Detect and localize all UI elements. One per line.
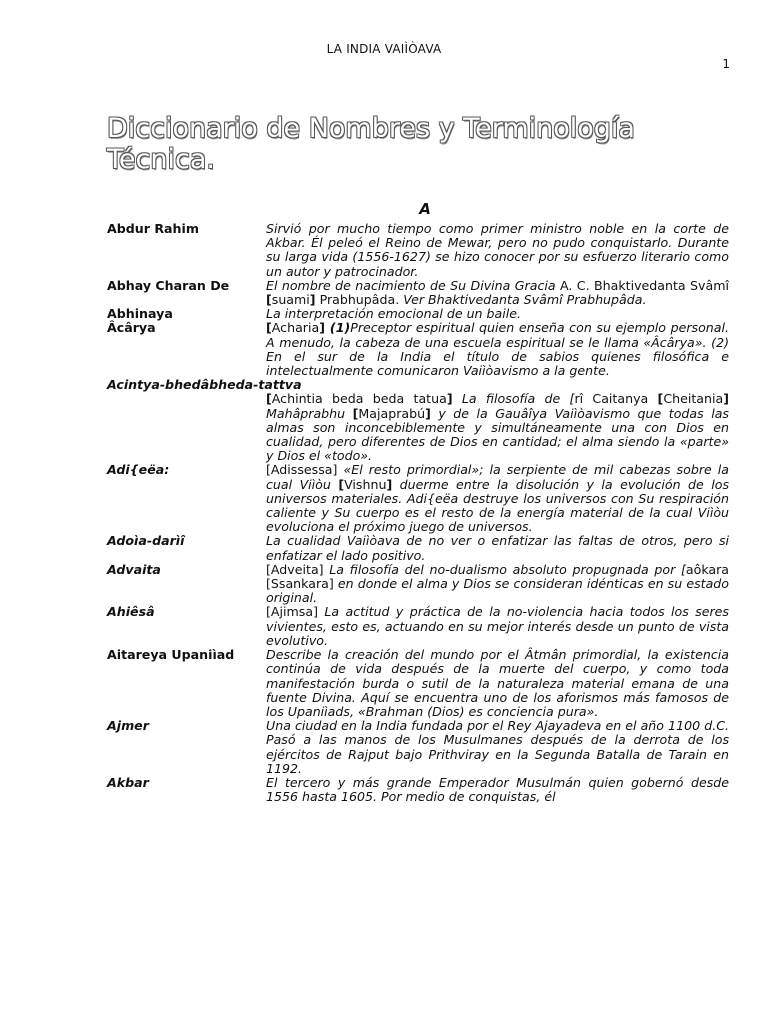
definition-segment: [: [352, 405, 359, 421]
definition-segment: [: [338, 476, 345, 492]
entry-definition: [266, 279, 729, 307]
entry-term: Acintya-bhedâbheda-tattva: [107, 377, 302, 393]
definition-segment: aôkara [Ssankara]: [266, 561, 729, 592]
glossary-entry: [107, 463, 729, 534]
entry-definition: [266, 534, 729, 562]
definition-segment: A. C. Bhaktivedanta Svâmî: [560, 277, 729, 293]
glossary-entry: [107, 279, 729, 307]
definition-segment: ]: [723, 391, 729, 407]
definition-segment: en donde el alma y Dios se consideran idénticas en su estado original.: [266, 576, 729, 606]
definition-segment: La actitud y práctica de la no-violencia hacia todos los seres vivientes, esto es, actuando en su mejor interés desde un punto de vista evolutivo.: [266, 604, 729, 648]
glossary-entry: [107, 605, 729, 648]
entry-term: Aitareya Upaniìad: [107, 647, 235, 663]
definition-segment: Ver Bhaktivedanta Svâmî Prabhupâda.: [403, 292, 647, 308]
entry-definition: [266, 563, 729, 606]
entry-term: Adi{eëa:: [107, 462, 170, 478]
definition-segment: «El resto primordial»; la serpiente de mil cabezas sobre la cual Viìòu: [266, 462, 729, 492]
definition-segment: Una ciudad en la India fundada por el Rey Ajayadeva en el año 1100 d.C. Pasó a las manos de los Musulmanes después de la derrota de los ejércitos de Rajput bajo Prithviray en la Segunda Batalla de Tarain en 1192.: [266, 718, 729, 776]
definition-segment: suami: [271, 292, 310, 308]
entry-definition: [266, 392, 729, 463]
definition-segment: Acharia: [271, 320, 320, 336]
definition-segment: Sirvió por mucho tiempo como primer ministro noble en la corte de Akbar. Él peleó el Reino de Mewar, pero no pudo conquistarlo. Durante su larga vida (1556-1627) se hizo conocer por su esfuerzo literario como un autor y patrocinador.: [266, 221, 729, 279]
definition-segment: Vishnu: [344, 476, 387, 492]
definition-segment: Cheitania: [663, 391, 724, 407]
definition-segment: La filosofía del no-dualismo absoluto propugnada por [: [323, 561, 686, 577]
glossary-entry: [107, 719, 729, 776]
entry-definition: [266, 321, 729, 378]
entry-definition: [266, 719, 729, 776]
definition-segment: ]: [446, 391, 453, 407]
glossary-entry: [107, 378, 729, 392]
definition-segment: ]: [386, 476, 393, 492]
definition-segment: ]: [309, 292, 316, 308]
definition-segment: El tercero y más grande Emperador Musulmán quien gobernó desde 1556 hasta 1605. Por medio de conquistas, él: [266, 774, 729, 805]
glossary-entries: [107, 222, 729, 804]
definition-segment: duerme entre la disolución y la evolución de los universos materiales. Adi{eëa destruye los universos con Su respiración caliente y Su cuerpo es el resto de la energía material de la cual Viìòu evoluciona el próximo juego de universos.: [266, 476, 729, 535]
glossary-entry: [107, 307, 729, 321]
glossary-entry: [107, 534, 729, 562]
definition-segment: ]: [319, 320, 325, 336]
definition-segment: ]: [425, 405, 431, 421]
entry-definition: [266, 648, 729, 719]
definition-segment: Preceptor espiritual quien enseña con su ejemplo personal. A menudo, la cabeza de una escuela espiritual se le llama «Âcârya». (2) En el sur de la India el título de sabios quienes filosófica e intelectualmente comunicaron Vaiìòavismo a la gente.: [266, 320, 729, 379]
entry-term: Advaita: [107, 561, 161, 577]
glossary-entry: [107, 776, 729, 804]
page-number: 1: [722, 57, 730, 71]
definition-segment: y de la Gauâîya Vaiìòavismo que todas las almas son inconcebiblemente y simultáneamente una con Dios en cualidad, pero diferentes de Dios en cantidad; el alma siendo la «parte» y Dios el «todo».: [266, 405, 729, 464]
definition-segment: La interpretación emocional de un baile.: [266, 306, 521, 322]
entry-term: Abhinaya: [107, 306, 173, 322]
entry-definition: [266, 776, 729, 804]
entry-term: Abdur Rahim: [107, 221, 199, 236]
entry-definition: [266, 307, 729, 321]
glossary-entry-body: [107, 392, 729, 463]
definition-segment: [: [657, 391, 664, 407]
definition-segment: [: [266, 391, 272, 407]
entry-definition: [266, 605, 729, 648]
entry-term: Abhay Charan De: [107, 277, 230, 293]
glossary-entry: [107, 648, 729, 719]
definition-segment: Describe la creación del mundo por el Âtmân primordial, la existencia continúa de vida después de la muerte del cuerpo, y como toda manifestación burda o sutil de la naturaleza material emana de una fuente Divina. Aquí se encuentra uno de los aforismos más famosos de los Upaniìads, «Brahman (Dios) es conciencia pura».: [266, 647, 729, 719]
section-letter: A: [419, 200, 431, 218]
entry-definition: [266, 222, 729, 279]
definition-segment: [Adissessa]: [266, 462, 338, 478]
definition-segment: (1): [324, 320, 351, 336]
entry-definition: [266, 463, 729, 534]
entry-term: Ahiêsâ: [107, 604, 155, 620]
definition-segment: La cualidad Vaiìòava de no ver o enfatizar las faltas de otros, pero si enfatizar el lado positivo.: [266, 533, 729, 563]
definition-segment: Majaprabú: [358, 405, 426, 421]
definition-segment: rî Caitanya: [574, 391, 658, 407]
entry-term: Âcârya: [107, 320, 156, 336]
definition-segment: La filosofía de [: [452, 391, 575, 407]
definition-segment: El nombre de nacimiento de Su Divina Gracia: [266, 277, 560, 293]
definition-segment: [Ajimsa]: [266, 604, 318, 620]
definition-segment: Prabhupâda.: [315, 292, 404, 308]
glossary-entry: [107, 563, 729, 606]
entry-term: Adoìa-darìî: [107, 533, 185, 549]
entry-term: Akbar: [107, 774, 149, 790]
glossary-entry: [107, 321, 729, 378]
glossary-entry: [107, 222, 729, 279]
definition-segment: [Adveita]: [266, 561, 324, 577]
running-head: LA INDIA VAIÌÒAVA: [326, 42, 442, 56]
definition-segment: Mahâprabhu: [266, 405, 353, 421]
page-title: Diccionario de Nombres y Terminología Técnica.: [107, 113, 635, 175]
definition-segment: [: [266, 292, 272, 308]
entry-term: Ajmer: [107, 718, 149, 734]
definition-segment: [: [266, 320, 272, 336]
definition-segment: Achintia beda beda tatua: [271, 391, 447, 407]
